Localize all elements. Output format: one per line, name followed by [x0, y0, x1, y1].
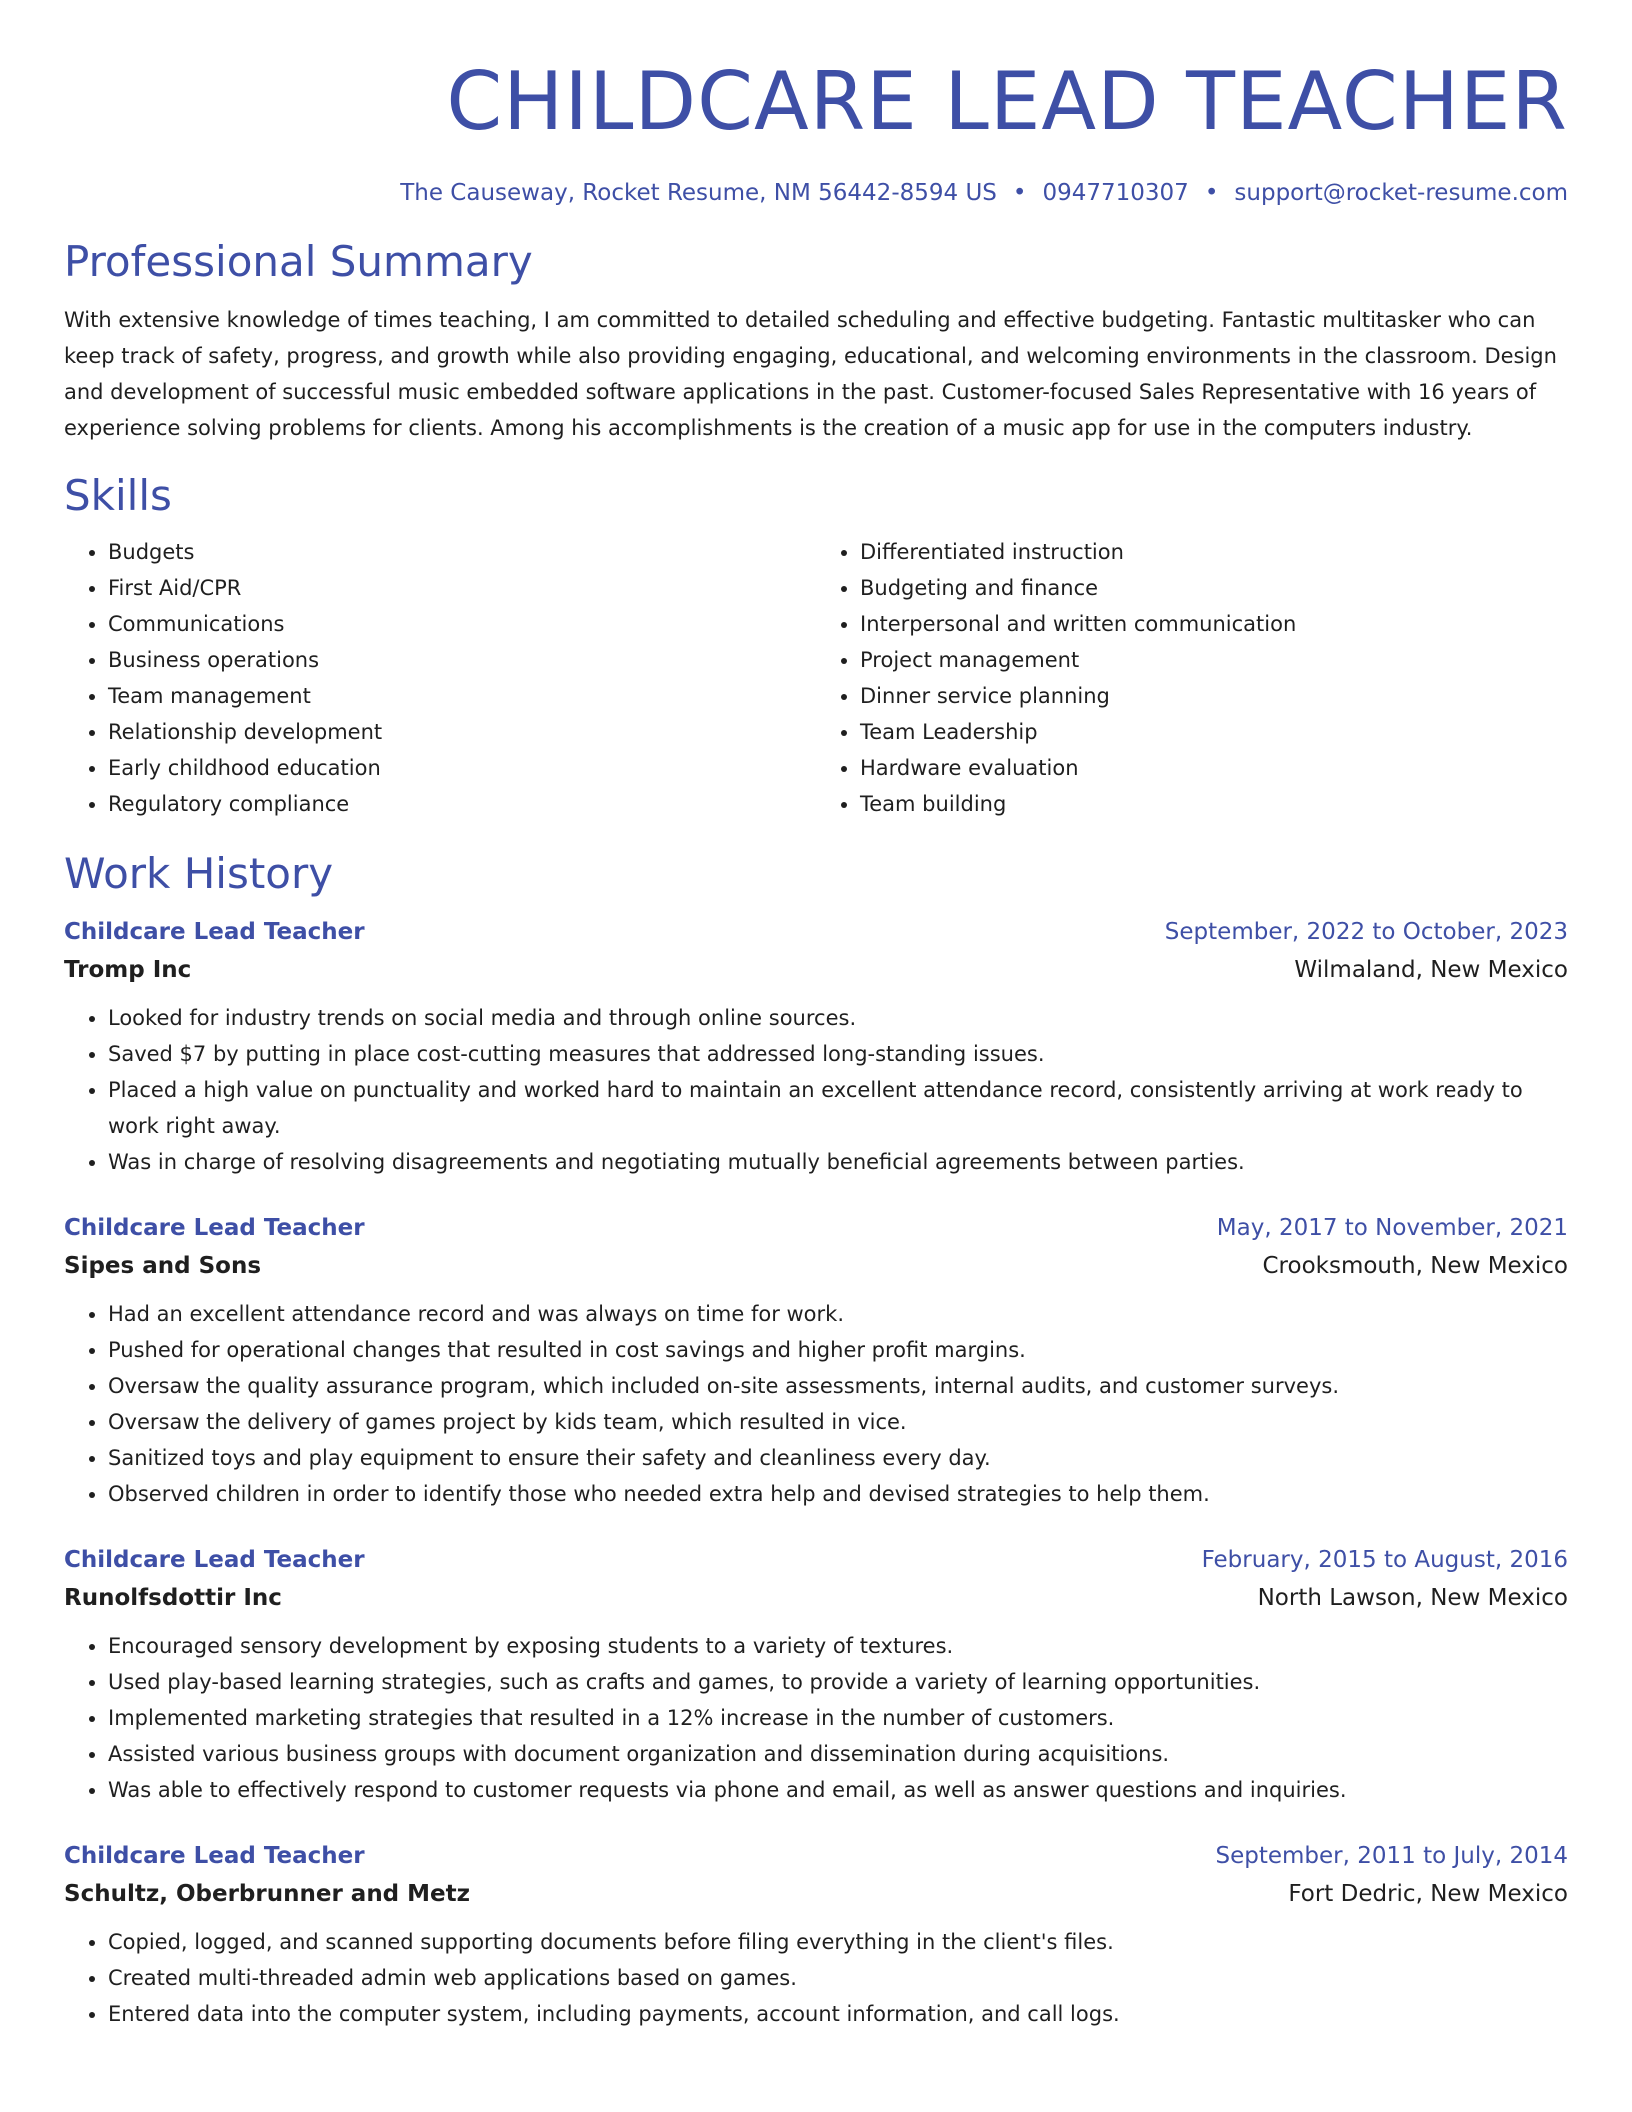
- contact-email[interactable]: support@rocket-resume.com: [1234, 180, 1568, 206]
- job-dates: February, 2015 to August, 2016: [1201, 1547, 1568, 1573]
- job-bullets: [64, 1296, 1568, 1512]
- skill-item: • First Aid/CPR: [108, 570, 816, 606]
- skill-item: • Project management: [860, 642, 1568, 678]
- skill-item: • Team management: [108, 678, 816, 714]
- job-entry: [64, 1210, 1568, 1512]
- job-bullet: • Implemented marketing strategies that resulted in a 12% increase in the number of customers.: [108, 1700, 1568, 1736]
- job-bullets: [64, 1924, 1568, 2032]
- job-company: Runolfsdottir Inc: [64, 1585, 282, 1611]
- job-bullet: • Entered data into the computer system, including payments, account information, and call logs.: [108, 1996, 1568, 2032]
- job-bullet: • Used play-based learning strategies, such as crafts and games, to provide a variety of learning opportunities.: [108, 1664, 1568, 1700]
- job-bullet: • Observed children in order to identify those who needed extra help and devised strategies to help them.: [108, 1476, 1568, 1512]
- job-company: Schultz, Oberbrunner and Metz: [64, 1881, 471, 1907]
- job-company-row: [64, 1874, 1568, 1914]
- job-header-row: [64, 1210, 1568, 1246]
- skills-heading: Skills: [64, 471, 172, 520]
- skill-item: • Budgeting and finance: [860, 570, 1568, 606]
- contact-line: [64, 180, 1568, 206]
- job-header-row: [64, 1838, 1568, 1874]
- job-dates: May, 2017 to November, 2021: [1216, 1215, 1568, 1241]
- job-bullet: • Assisted various business groups with document organization and dissemination during acquisitions.: [108, 1736, 1568, 1772]
- work-history-heading: Work History: [64, 849, 334, 898]
- job-dates: September, 2022 to October, 2023: [1164, 919, 1568, 945]
- job-entry: [64, 1838, 1568, 2032]
- skill-item: • Early childhood education: [108, 750, 816, 786]
- skills-column-left: [64, 534, 816, 822]
- job-company: Tromp Inc: [64, 957, 192, 983]
- job-bullet: • Saved $7 by putting in place cost-cutting measures that addressed long-standing issues.: [108, 1036, 1568, 1072]
- skill-item: • Dinner service planning: [860, 678, 1568, 714]
- skills-list: [64, 534, 1568, 822]
- skill-item: • Relationship development: [108, 714, 816, 750]
- summary-heading: Professional Summary: [64, 237, 533, 286]
- job-bullet: • Oversaw the quality assurance program, which included on-site assessments, internal audits, and customer surveys.: [108, 1368, 1568, 1404]
- contact-phone: 0947710307: [1042, 180, 1189, 206]
- job-bullet: • Had an excellent attendance record and was always on time for work.: [108, 1296, 1568, 1332]
- skill-item: • Interpersonal and written communication: [860, 606, 1568, 642]
- skill-item: • Communications: [108, 606, 816, 642]
- job-title: Childcare Lead Teacher: [64, 1547, 365, 1573]
- job-header-row: [64, 914, 1568, 950]
- skill-item: • Regulatory compliance: [108, 786, 816, 822]
- skill-item: • Hardware evaluation: [860, 750, 1568, 786]
- skill-item: • Differentiated instruction: [860, 534, 1568, 570]
- skill-item: • Team building: [860, 786, 1568, 822]
- job-location: Wilmaland, New Mexico: [1294, 957, 1568, 983]
- resume-title: CHILDCARE LEAD TEACHER: [446, 55, 1568, 148]
- skills-column-right: [816, 534, 1568, 822]
- job-bullets: [64, 1628, 1568, 1808]
- job-location: Crooksmouth, New Mexico: [1262, 1253, 1568, 1279]
- job-bullets: [64, 1000, 1568, 1180]
- skill-item: • Budgets: [108, 534, 816, 570]
- job-bullet: • Placed a high value on punctuality and worked hard to maintain an excellent attendance record, consistently arriving at work ready to work right away.: [108, 1072, 1568, 1144]
- job-company-row: [64, 950, 1568, 990]
- job-entry: [64, 914, 1568, 1180]
- job-company-row: [64, 1246, 1568, 1286]
- job-company-row: [64, 1578, 1568, 1618]
- job-bullet: • Copied, logged, and scanned supporting documents before filing everything in the client's files.: [108, 1924, 1568, 1960]
- contact-separator: •: [1204, 180, 1219, 206]
- summary-text: With extensive knowledge of times teaching, I am committed to detailed scheduling and effective budgeting. Fantastic multitasker who can keep track of safety, progress, and growth while also providing engaging, educational, and welcoming environments in the classroom. Design and development of successful music embedded software applications in the past. Customer-focused Sales Representative with 16 years of experience solving problems for clients. Among his accomplishments is the creation of a music app for use in the computers industry.: [64, 308, 1557, 440]
- job-location: North Lawson, New Mexico: [1257, 1585, 1568, 1611]
- job-bullet: • Encouraged sensory development by exposing students to a variety of textures.: [108, 1628, 1568, 1664]
- job-bullet: • Looked for industry trends on social media and through online sources.: [108, 1000, 1568, 1036]
- job-location: Fort Dedric, New Mexico: [1288, 1881, 1568, 1907]
- skill-item: • Business operations: [108, 642, 816, 678]
- job-bullet: • Was in charge of resolving disagreements and negotiating mutually beneficial agreements between parties.: [108, 1144, 1568, 1180]
- job-bullet: • Oversaw the delivery of games project by kids team, which resulted in vice.: [108, 1404, 1568, 1440]
- contact-address: The Causeway, Rocket Resume, NM 56442-8594 US: [400, 180, 997, 206]
- job-title: Childcare Lead Teacher: [64, 919, 365, 945]
- job-title: Childcare Lead Teacher: [64, 1215, 365, 1241]
- job-bullet: • Was able to effectively respond to customer requests via phone and email, as well as answer questions and inquiries.: [108, 1772, 1568, 1808]
- contact-separator: •: [1012, 180, 1027, 206]
- job-company: Sipes and Sons: [64, 1253, 262, 1279]
- skill-item: • Team Leadership: [860, 714, 1568, 750]
- job-bullet: • Sanitized toys and play equipment to ensure their safety and cleanliness every day.: [108, 1440, 1568, 1476]
- job-entry: [64, 1542, 1568, 1808]
- job-title: Childcare Lead Teacher: [64, 1843, 365, 1869]
- job-bullet: • Created multi-threaded admin web applications based on games.: [108, 1960, 1568, 1996]
- job-bullet: • Pushed for operational changes that resulted in cost savings and higher profit margins.: [108, 1332, 1568, 1368]
- job-dates: September, 2011 to July, 2014: [1215, 1843, 1568, 1869]
- job-header-row: [64, 1542, 1568, 1578]
